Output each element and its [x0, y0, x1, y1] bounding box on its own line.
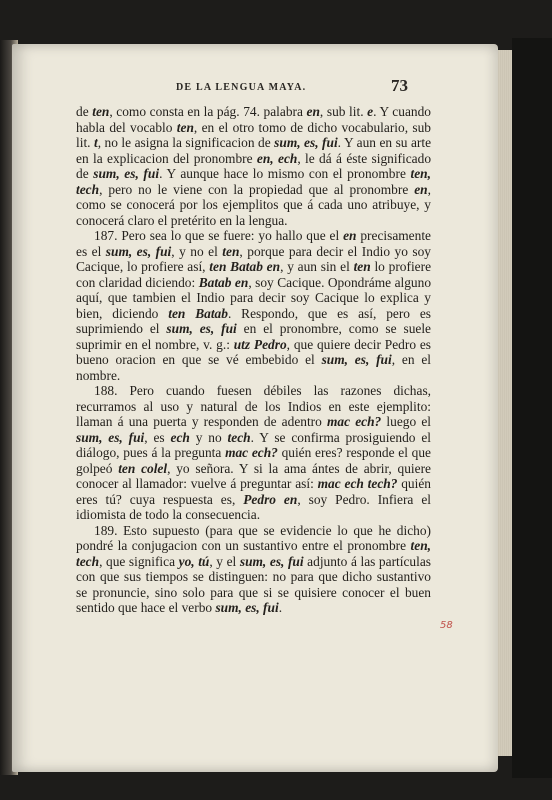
italic-term: t	[94, 135, 98, 150]
italic-term: mac ech?	[225, 445, 278, 460]
italic-term: sum, es, fui	[215, 600, 279, 615]
italic-term: ten, tech	[76, 166, 431, 197]
body-text	[76, 104, 431, 616]
italic-term: mac ech tech?	[317, 476, 398, 491]
paragraph-188: 188. Pero cuando fuesen débiles las razones dichas, recurramos al uso y natural de los Indios en este ejemplito: llaman á una puerta y responden de adentro mac ech? luego el sum, es, fui, es ech y no tech. Y se confirma prosiguiendo el diálogo, pues á la pregunta mac ech? quién eres? responde el que golpeó ten colel, yo señora. Y si la ama ántes de abrir, quiere conocer al llamador: vuelve á preguntar así: mac ech tech? quién eres tú? cuya respuesta es, Pedro en, soy Pedro. Infiera el idiomista de todo la consecuencia.	[76, 383, 431, 522]
paragraph-186-continued: de ten, como consta en la pág. 74. palabra en, sub lit. e. Y cuando habla del vocablo ten, en el otro tomo de dicho vocabulario, sub lit. t, no le asigna la significacion de sum, es, fui. Y aun en su arte en la explicacion del pronombre en, ech, le dá á éste significado de sum, es, fui. Y aunque hace lo mismo con el pronombre ten, tech, pero no le viene con la propiedad que al pronombre en, como se conocerá por los ejemplitos que á cada uno atribuye, y conocerá claro el pretérito en la lengua.	[76, 104, 432, 228]
italic-term: ten Batab en	[209, 259, 281, 274]
italic-term: tech	[227, 429, 251, 445]
italic-term: ten, tech	[76, 538, 431, 569]
italic-term: ten	[92, 104, 110, 119]
margin-note: 58	[440, 620, 453, 631]
italic-term: ech	[170, 429, 190, 445]
italic-term: ten	[176, 119, 194, 135]
italic-term: en	[343, 228, 357, 243]
italic-term: Batab en	[198, 274, 249, 290]
italic-term: ten Batab	[168, 305, 228, 321]
italic-term: en, ech	[256, 150, 298, 166]
italic-term: sum, es, fui	[239, 553, 304, 569]
italic-term: e	[367, 104, 374, 119]
italic-term: sum, es, fui	[93, 166, 160, 181]
italic-term: sum, es, fui	[274, 135, 338, 150]
italic-term: ten colel	[118, 460, 168, 476]
italic-term: sum, es, fui	[105, 243, 172, 259]
italic-term: yo, tú	[178, 553, 210, 569]
italic-term: en	[306, 104, 320, 119]
italic-term: mac ech?	[327, 414, 382, 429]
paragraph-187: 187. Pero sea lo que se fuere: yo hallo que el en precisamente es el sum, es, fui, y no el ten, porque para decir el Indio yo soy Cacique, lo profiere así, ten Batab en, y aun sin el ten lo profiere con claridad diciendo: Batab en, soy Cacique. Opondráme alguno aquí, que tambien el Indio para decir soy Cacique lo explica y bien, diciendo ten Batab. Respondo, que es así, pero es suprimiendo el sum, es, fui en el pronombre, como se suele suprimir en el nombre, v. g.: utz Pedro, que quiere decir Pedro es bueno oracion en que se vé embebido el sum, es, fui, en el nombre.	[76, 228, 432, 383]
italic-term: ten	[222, 243, 240, 259]
book-cover	[512, 38, 552, 778]
paragraph-189: 189. Esto supuesto (para que se evidencie lo que he dicho) pondré la conjugacion con un sustantivo entre el pronombre ten, tech, que significa yo, tú, y el sum, es, fui adjunto á las partículas con que sus tiempos se distinguen: no para que dicho sustantivo se pronuncie, sino solo para que si se quisiere conocer el buen sentido que hace el verbo sum, es, fui.	[76, 522, 431, 615]
page-number: 73	[391, 76, 408, 95]
italic-term: utz Pedro	[233, 336, 287, 352]
italic-term: sum, es, fui	[76, 429, 145, 445]
italic-term: ten	[353, 259, 371, 274]
italic-term: Pedro en	[243, 491, 298, 507]
italic-term: sum, es, fui	[166, 321, 237, 336]
italic-term: en	[414, 181, 428, 197]
running-head: DE LA LENGUA MAYA.	[176, 82, 307, 93]
page-header	[80, 76, 410, 100]
italic-term: sum, es, fui	[321, 352, 392, 367]
